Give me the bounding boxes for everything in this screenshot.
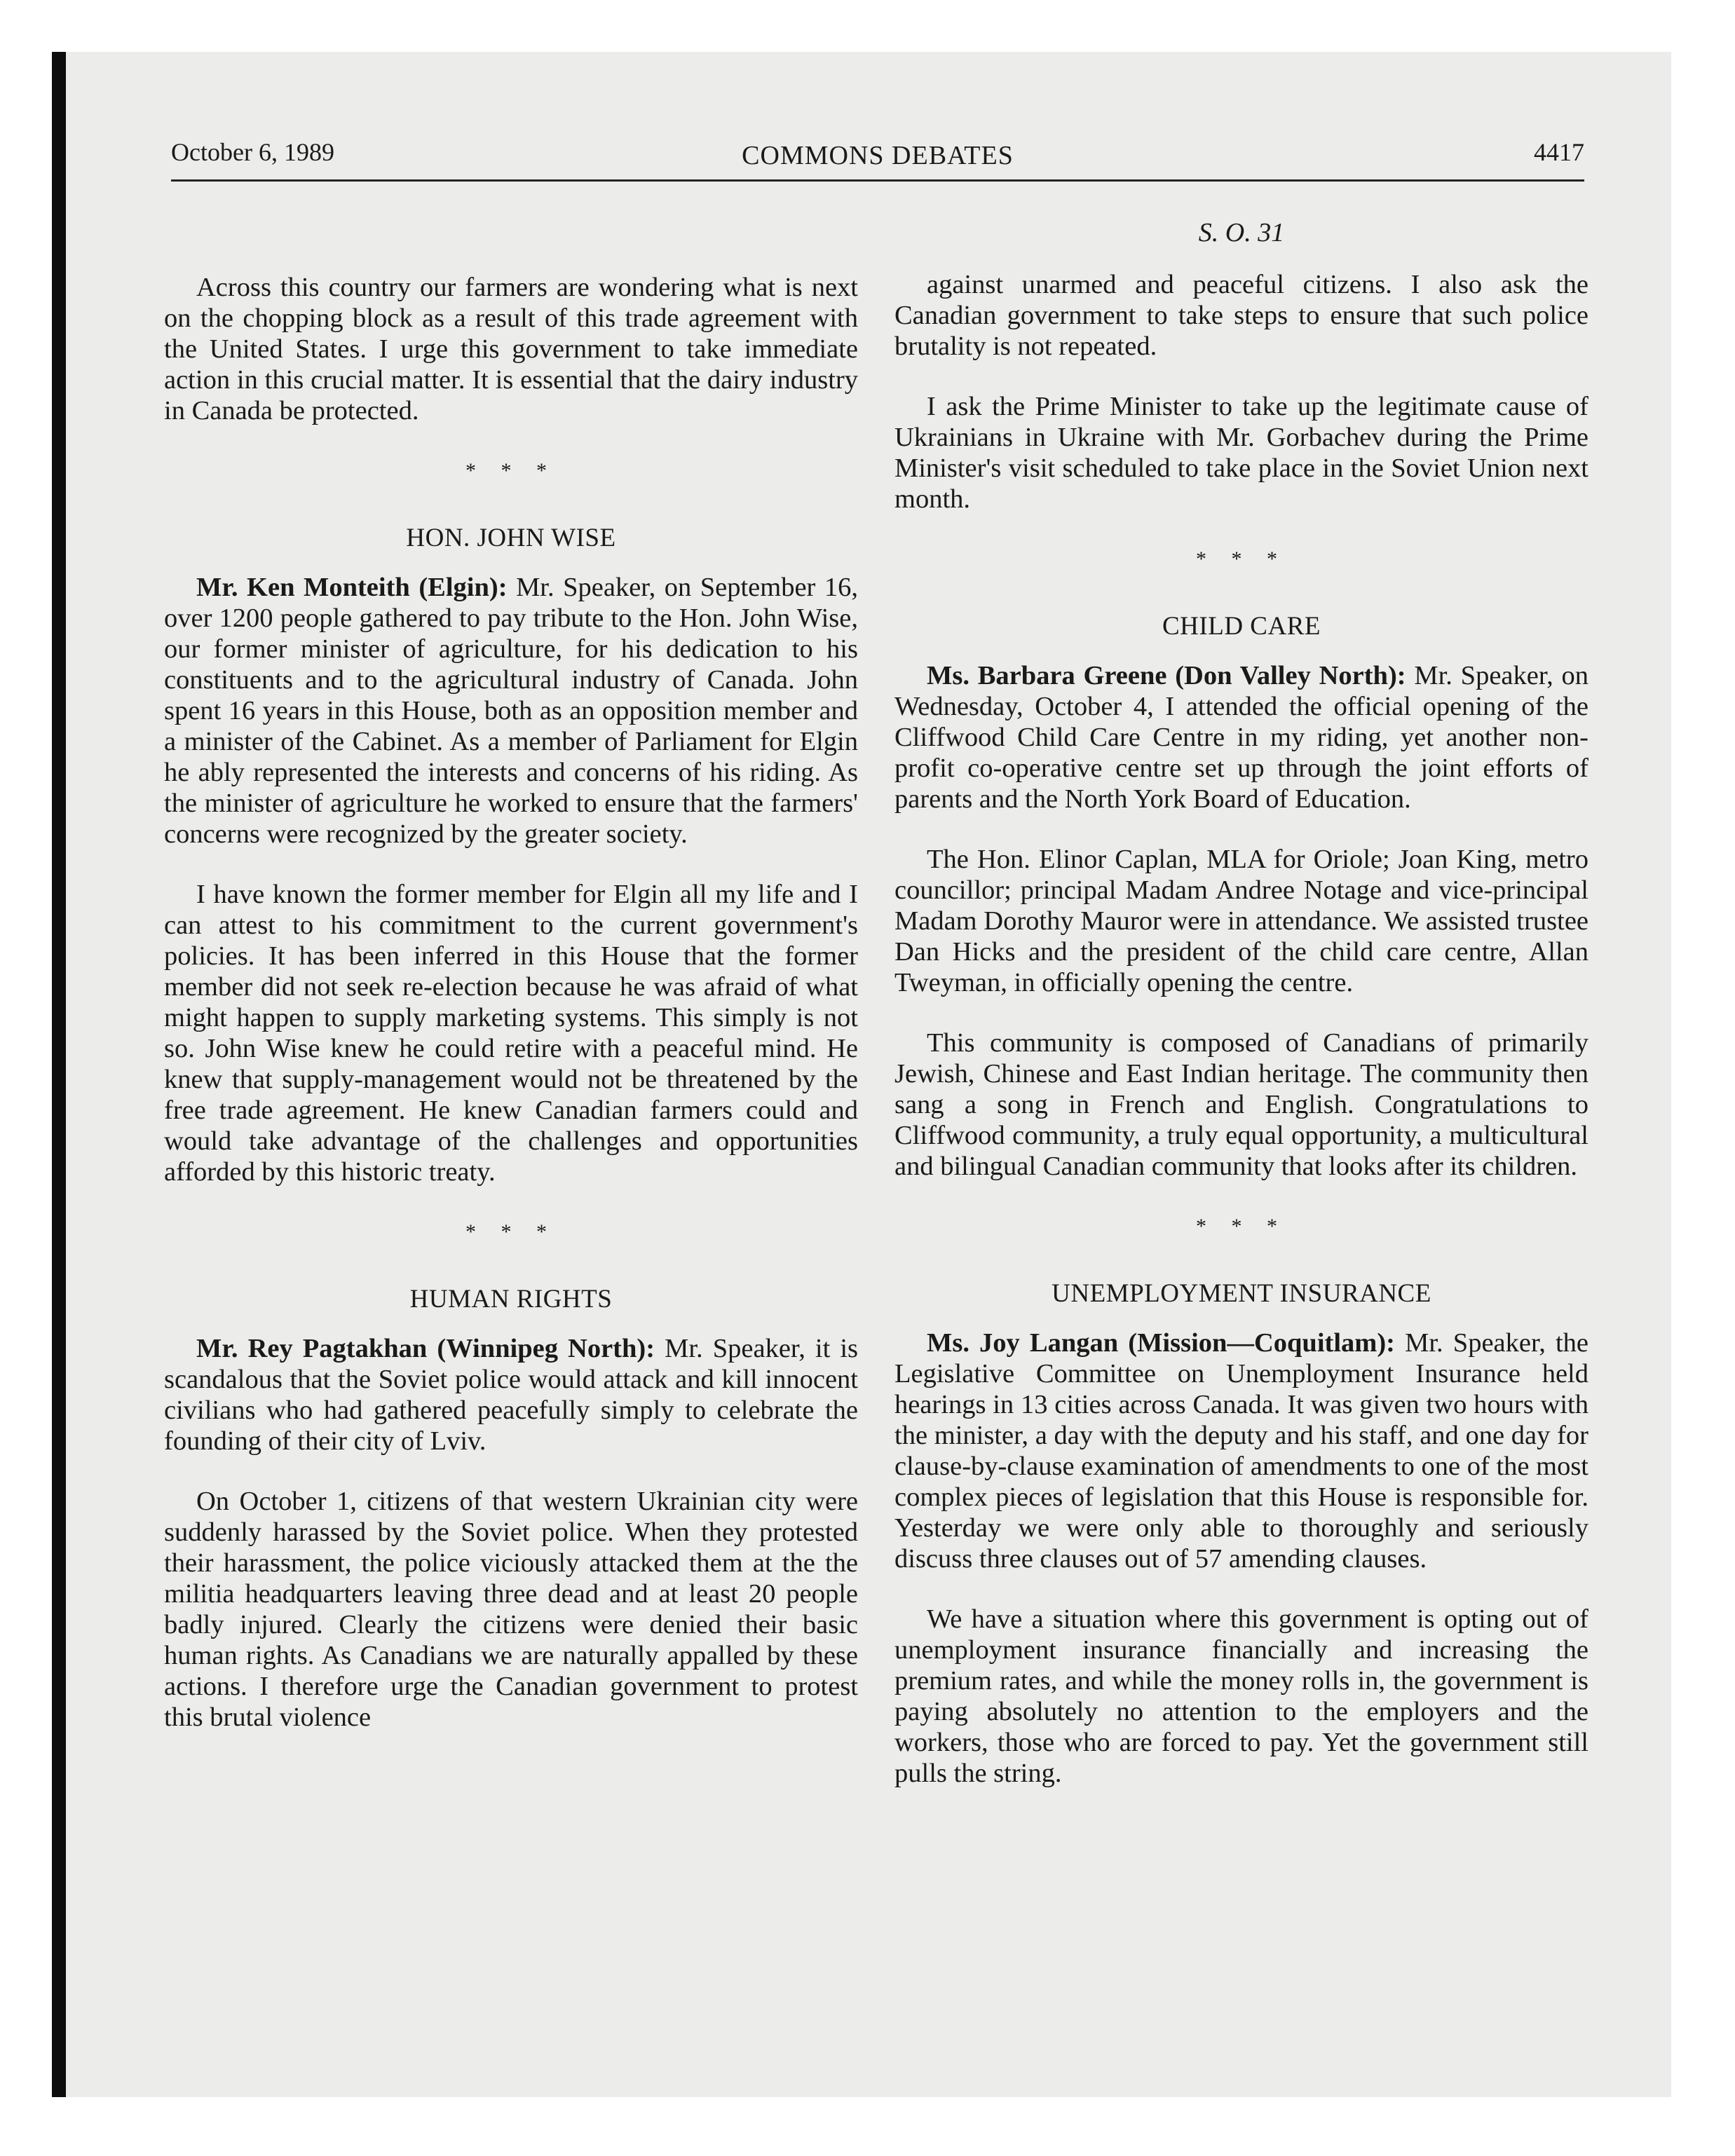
- statement-text: Mr. Speaker, the Legislative Committee on Unemployment Insurance held hearings in 13 cities across Canada. It was given two hours with the minister, a day with the deputy and his staff, and one day for clause-by-clause examination of amendments to one of the most complex pieces of legislation that this House is responsible for. Yesterday we were only able to thoroughly and seriously discuss three clauses out of 57 amending clauses.: [894, 1328, 1589, 1574]
- section-separator: * * *: [1196, 1215, 1287, 1238]
- speaker-name: Mr. Rey Pagtakhan (Winnipeg North):: [196, 1334, 655, 1363]
- paragraph: The Hon. Elinor Caplan, MLA for Oriole; Joan King, metro councillor; principal Madam Andree Notage and vice-principal Madam Dorothy Mauror were in attendance. We assisted trustee Dan Hicks and the president of the child care centre, Allan Tweyman, in officially opening the centre.: [894, 845, 1588, 997]
- statement-paragraph: [164, 572, 858, 850]
- paragraph: We have a situation where this government is opting out of unemployment insurance financially and increasing the premium rates, and while the money rolls in, the government is paying absolutely no attention to the employers and the workers, those who are forced to pay. Yet the government still pulls the string.: [894, 1604, 1588, 1788]
- right-column: [894, 217, 1588, 1818]
- paragraph: This community is composed of Canadians of primarily Jewish, Chinese and East Indian heritage. The community then sang a song in French and English. Congratulations to Cliffwood community, a truly equal opportunity, a multicultural and bilingual Canadian community that looks after its children.: [894, 1028, 1588, 1181]
- header-date: October 6, 1989: [171, 138, 334, 166]
- section-heading-unemployment-insurance: UNEMPLOYMENT INSURANCE: [1052, 1279, 1431, 1308]
- header-rule: [171, 179, 1584, 182]
- paragraph: I have known the former member for Elgin all my life and I can attest to his commitment to the current government's policies. It has been inferred in this House that the former member did not seek re-election because he was afraid of what might happen to supply marketing systems. This simply is not so. John Wise knew he could retire with a peaceful mind. He knew that supply-management would not be threatened by the free trade agreement. He knew Canadian farmers could and would take advantage of the challenges and opportunities afforded by this historic treaty.: [164, 880, 858, 1187]
- statement-paragraph: [894, 660, 1588, 814]
- statement-paragraph: [164, 1333, 858, 1456]
- continuation-paragraph: against unarmed and peaceful citizens. I also ask the Canadian government to take steps to ensure that such police brutality is not repeated.: [894, 270, 1588, 361]
- section-heading-human-rights: HUMAN RIGHTS: [409, 1285, 613, 1314]
- running-head: [171, 137, 1584, 179]
- intro-paragraph: Across this country our farmers are wondering what is next on the chopping block as a result of this trade agreement with the United States. I urge this government to take immediate action in this crucial matter. It is essential that the dairy industry in Canada be protected.: [164, 273, 858, 425]
- speaker-name: Ms. Barbara Greene (Don Valley North):: [927, 661, 1406, 690]
- section-separator: * * *: [465, 459, 557, 482]
- section-separator: * * *: [1196, 547, 1287, 571]
- statement-text: Mr. Speaker, it is scandalous that the Soviet police would attack and kill innocent civilians who had gathered peacefully simply to celebrate the founding of their city of Lviv.: [164, 1334, 858, 1456]
- paragraph: I ask the Prime Minister to take up the legitimate cause of Ukrainians in Ukraine with Mr. Gorbachev during the Prime Minister's visit scheduled to take place in the Soviet Union next month.: [894, 392, 1588, 514]
- paragraph: On October 1, citizens of that western Ukrainian city were suddenly harassed by the Soviet police. When they protested their harassment, the police viciously attacked them at the the militia headquarters leaving three dead and at least 20 people badly injured. Clearly the citizens were denied their basic human rights. As Canadians we are naturally appalled by these actions. I therefore urge the Canadian government to protest this brutal violence: [164, 1487, 858, 1732]
- section-heading-child-care: CHILD CARE: [1162, 612, 1321, 641]
- section-heading-john-wise: HON. JOHN WISE: [406, 524, 616, 552]
- speaker-name: Ms. Joy Langan (Mission—Coquitlam):: [927, 1328, 1396, 1358]
- speaker-name: Mr. Ken Monteith (Elgin):: [196, 573, 508, 602]
- left-column: [164, 272, 858, 1762]
- statement-paragraph: [894, 1328, 1588, 1574]
- statement-text: Mr. Speaker, on Wednesday, October 4, I attended the official opening of the Cliffwood Child Care Centre in my riding, yet another non-profit co-operative centre set up through the joint efforts of parents and the North York Board of Education.: [894, 661, 1589, 814]
- header-journal-title: COMMONS DEBATES: [742, 141, 1014, 170]
- binding-edge: [52, 52, 66, 2097]
- section-separator: * * *: [465, 1220, 557, 1243]
- header-page-number: 4417: [1534, 138, 1584, 166]
- standing-order-marker: S. O. 31: [1198, 218, 1285, 247]
- statement-text: Mr. Speaker, on September 16, over 1200 people gathered to pay tribute to the Hon. John Wise, our former minister of agriculture, for his dedication to his constituents and to the agricultural industry of Canada. John spent 16 years in this House, both as an opposition member and a minister of the Cabinet. As a member of Parliament for Elgin he ably represented the interests and concerns of his riding. As the minister of agriculture he worked to ensure that the farmers' concerns were recognized by the greater society.: [164, 573, 859, 849]
